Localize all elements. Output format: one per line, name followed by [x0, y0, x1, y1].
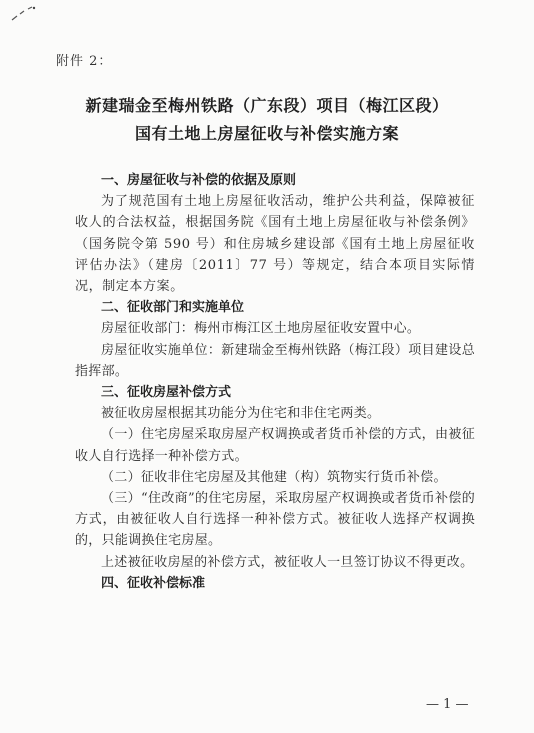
section-3-paragraph-4: （三）“住改商”的住宅房屋，采取房屋产权调换或者货币补偿的方式，由被征收人自行选择一种补偿方式。被征收人选择产权调换的，只能调换住宅房屋。	[75, 491, 475, 549]
section-3-heading: 三、征收房屋补偿方式	[101, 385, 232, 401]
section-3-paragraph-5: 上述被征收房屋的补偿方式，被征收人一旦签订协议不得更改。	[101, 554, 474, 570]
document-body	[75, 170, 475, 594]
section-3-paragraph-3: （二）征收非住宅房屋及其他建（构）筑物实行货币补偿。	[101, 469, 447, 485]
section-3-paragraph-2: （一）住宅房屋采取房屋产权调换或者货币补偿的方式，由被征收人自行选择一种补偿方式。	[75, 427, 475, 464]
attachment-label: 附件 2：	[56, 54, 113, 69]
section-1-heading: 一、房屋征收与补偿的依据及原则	[101, 173, 297, 188]
section-4-heading: 四、征收补偿标准	[101, 575, 206, 591]
scan-mark-icon	[8, 6, 38, 24]
document-title-line-2: 国有土地上房屋征收与补偿实施方案	[134, 124, 399, 143]
section-3-paragraph-1: 被征收房屋根据其功能分为住宅和非住宅两类。	[101, 406, 381, 422]
section-2-paragraph-2: 房屋征收实施单位：新建瑞金至梅州铁路（梅江段）项目建设总指挥部。	[75, 342, 475, 379]
page-number: — 1 —	[426, 697, 469, 712]
section-2-paragraph-1: 房屋征收部门：梅州市梅江区土地房屋征收安置中心。	[101, 321, 421, 337]
section-1-paragraph: 为了规范国有土地上房屋征收活动，维护公共利益，保障被征收人的合法权益，根据国务院《国有土地上房屋征收与补偿条例》（国务院令第 590 号）和住房城乡建设部《国有土地上房屋征收评估办法》（建房〔2011〕77 号）等规定，结合本项目实际情况，制定本方案。	[75, 194, 475, 295]
document-title-line-1: 新建瑞金至梅州铁路（广东段）项目（梅江区段）	[85, 96, 449, 115]
section-2-heading: 二、征收部门和实施单位	[101, 300, 245, 316]
